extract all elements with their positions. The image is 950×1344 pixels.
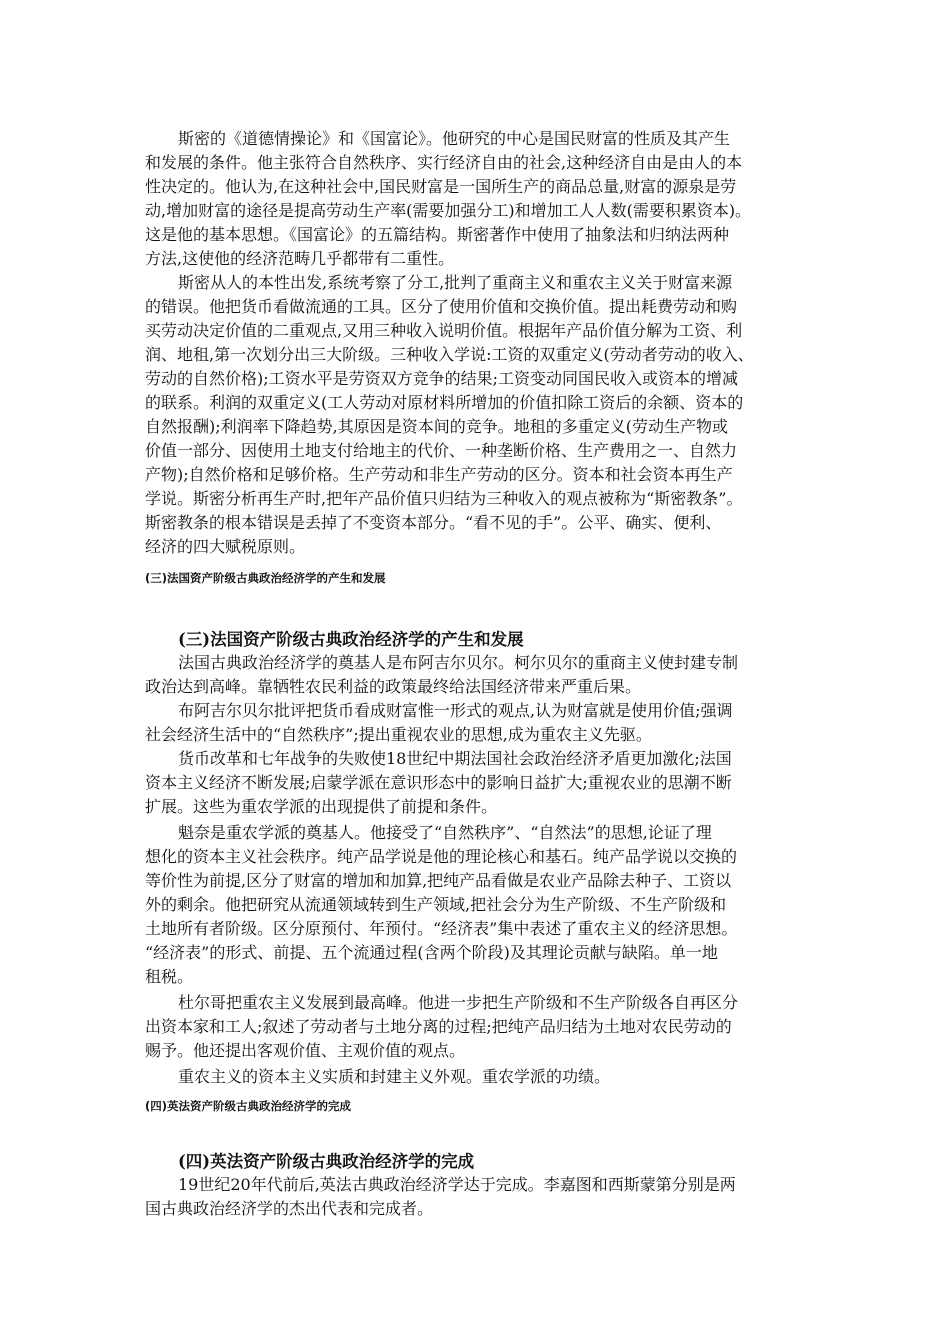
section-heading: (四)英法资产阶级古典政治经济学的完成: [178, 1152, 475, 1171]
text-line: 方法,这使他的经济范畴几乎都带有二重性。: [145, 249, 455, 268]
text-line: “经济表”的形式、前提、五个流通过程(含两个阶段)及其理论贡献与缺陷。单一地: [145, 943, 718, 962]
text-line: 政治达到高峰。靠牺牲农民利益的政策最终给法国经济带来严重后果。: [145, 677, 642, 696]
text-line: 等价性为前提,区分了财富的增加和加算,把纯产品看做是农业产品除去种子、工资以: [145, 871, 732, 890]
text-line: 布阿吉尔贝尔批评把货币看成财富惟一形式的观点,认为财富就是使用价值;强调: [178, 701, 733, 720]
text-line: 自然报酬);利润率下降趋势,其原因是资本间的竞争。地租的多重定义(劳动生产物或: [145, 417, 728, 436]
text-line: 劳动的自然价格);工资水平是劳资双方竞争的结果;工资变动同国民收入或资本的增减: [145, 369, 739, 388]
text-line: 价值一部分、因使用土地支付给地主的代价、一种垄断价格、生产费用之一、自然力: [145, 441, 738, 460]
text-line: 斯密从人的本性出发,系统考察了分工,批判了重商主义和重农主义关于财富来源: [178, 273, 733, 292]
section-small-heading: (三)法国资产阶级古典政治经济学的产生和发展: [145, 571, 386, 585]
text-line: 货币改革和七年战争的失败使18世纪中期法国社会政治经济矛盾更加激化;法国: [178, 749, 732, 768]
text-line: 重农主义的资本主义实质和封建主义外观。重农学派的功绩。: [178, 1067, 611, 1086]
text-line: 想化的资本主义社会秩序。纯产品学说是他的理论核心和基石。纯产品学说以交换的: [145, 847, 738, 866]
text-line: 魁奈是重农学派的奠基人。他接受了“自然秩序”、“自然法”的思想,论证了理: [178, 823, 712, 842]
text-line: 土地所有者阶级。区分原预付、年预付。“经济表”集中表述了重农主义的经济思想。: [145, 919, 738, 938]
text-line: 买劳动决定价值的二重观点,又用三种收入说明价值。根据年产品价值分解为工资、利: [145, 321, 743, 340]
text-line: 出资本家和工人;叙述了劳动者与土地分离的过程;把纯产品归结为土地对农民劳动的: [145, 1017, 732, 1036]
text-line: 润、地租,第一次划分出三大阶级。三种收入学说:工资的双重定义(劳动者劳动的收入、: [145, 345, 754, 364]
text-line: 动,增加财富的途径是提高劳动生产率(需要加强分工)和增加工人人数(需要积累资本)。: [145, 201, 752, 220]
text-line: 性决定的。他认为,在这种社会中,国民财富是一国所生产的商品总量,财富的源泉是劳: [145, 177, 737, 196]
text-line: 斯密教条的根本错误是丢掉了不变资本部分。“看不见的手”。公平、确实、便利、: [145, 513, 722, 532]
section-small-heading: (四)英法资产阶级古典政治经济学的完成: [145, 1099, 352, 1113]
text-line: 的联系。利润的双重定义(工人劳动对原材料所增加的价值扣除工资后的余额、资本的: [145, 393, 744, 412]
text-line: 学说。斯密分析再生产时,把年产品价值只归结为三种收入的观点被称为“斯密教条”。: [145, 489, 743, 508]
text-line: 这是他的基本思想。《国富论》的五篇结构。斯密著作中使用了抽象法和归纳法两种: [145, 225, 730, 244]
text-line: 国古典政治经济学的杰出代表和完成者。: [145, 1199, 434, 1218]
text-line: 产物);自然价格和足够价格。生产劳动和非生产劳动的区分。资本和社会资本再生产: [145, 465, 733, 484]
text-line: 扩展。这些为重农学派的出现提供了前提和条件。: [145, 797, 498, 816]
text-line: 19世纪20年代前后,英法古典政治经济学达于完成。李嘉图和西斯蒙第分别是两: [178, 1175, 736, 1194]
text-line: 经济的四大赋税原则。: [145, 537, 306, 556]
text-line: 资本主义经济不断发展;启蒙学派在意识形态中的影响日益扩大;重视农业的思潮不断: [145, 773, 732, 792]
text-line: 和发展的条件。他主张符合自然秩序、实行经济自由的社会,这种经济自由是由人的本: [145, 153, 743, 172]
section-heading: (三)法国资产阶级古典政治经济学的产生和发展: [178, 630, 524, 649]
text-line: 租税。: [145, 967, 194, 986]
text-line: 赐予。他还提出客观价值、主观价值的观点。: [145, 1041, 466, 1060]
text-line: 斯密的《道德情操论》和《国富论》。他研究的中心是国民财富的性质及其产生: [178, 129, 731, 148]
text-line: 法国古典政治经济学的奠基人是布阿吉尔贝尔。柯尔贝尔的重商主义使封建专制: [178, 653, 739, 672]
text-line: 的错误。他把货币看做流通的工具。区分了使用价值和交换价值。提出耗费劳动和购: [145, 297, 738, 316]
text-line: 杜尔哥把重农主义发展到最高峰。他进一步把生产阶级和不生产阶级各自再区分: [178, 993, 739, 1012]
text-line: 外的剩余。他把研究从流通领域转到生产领域,把社会分为生产阶级、不生产阶级和: [145, 895, 727, 914]
text-line: 社会经济生活中的“自然秩序”;提出重视农业的思想,成为重农主义先驱。: [145, 725, 652, 744]
